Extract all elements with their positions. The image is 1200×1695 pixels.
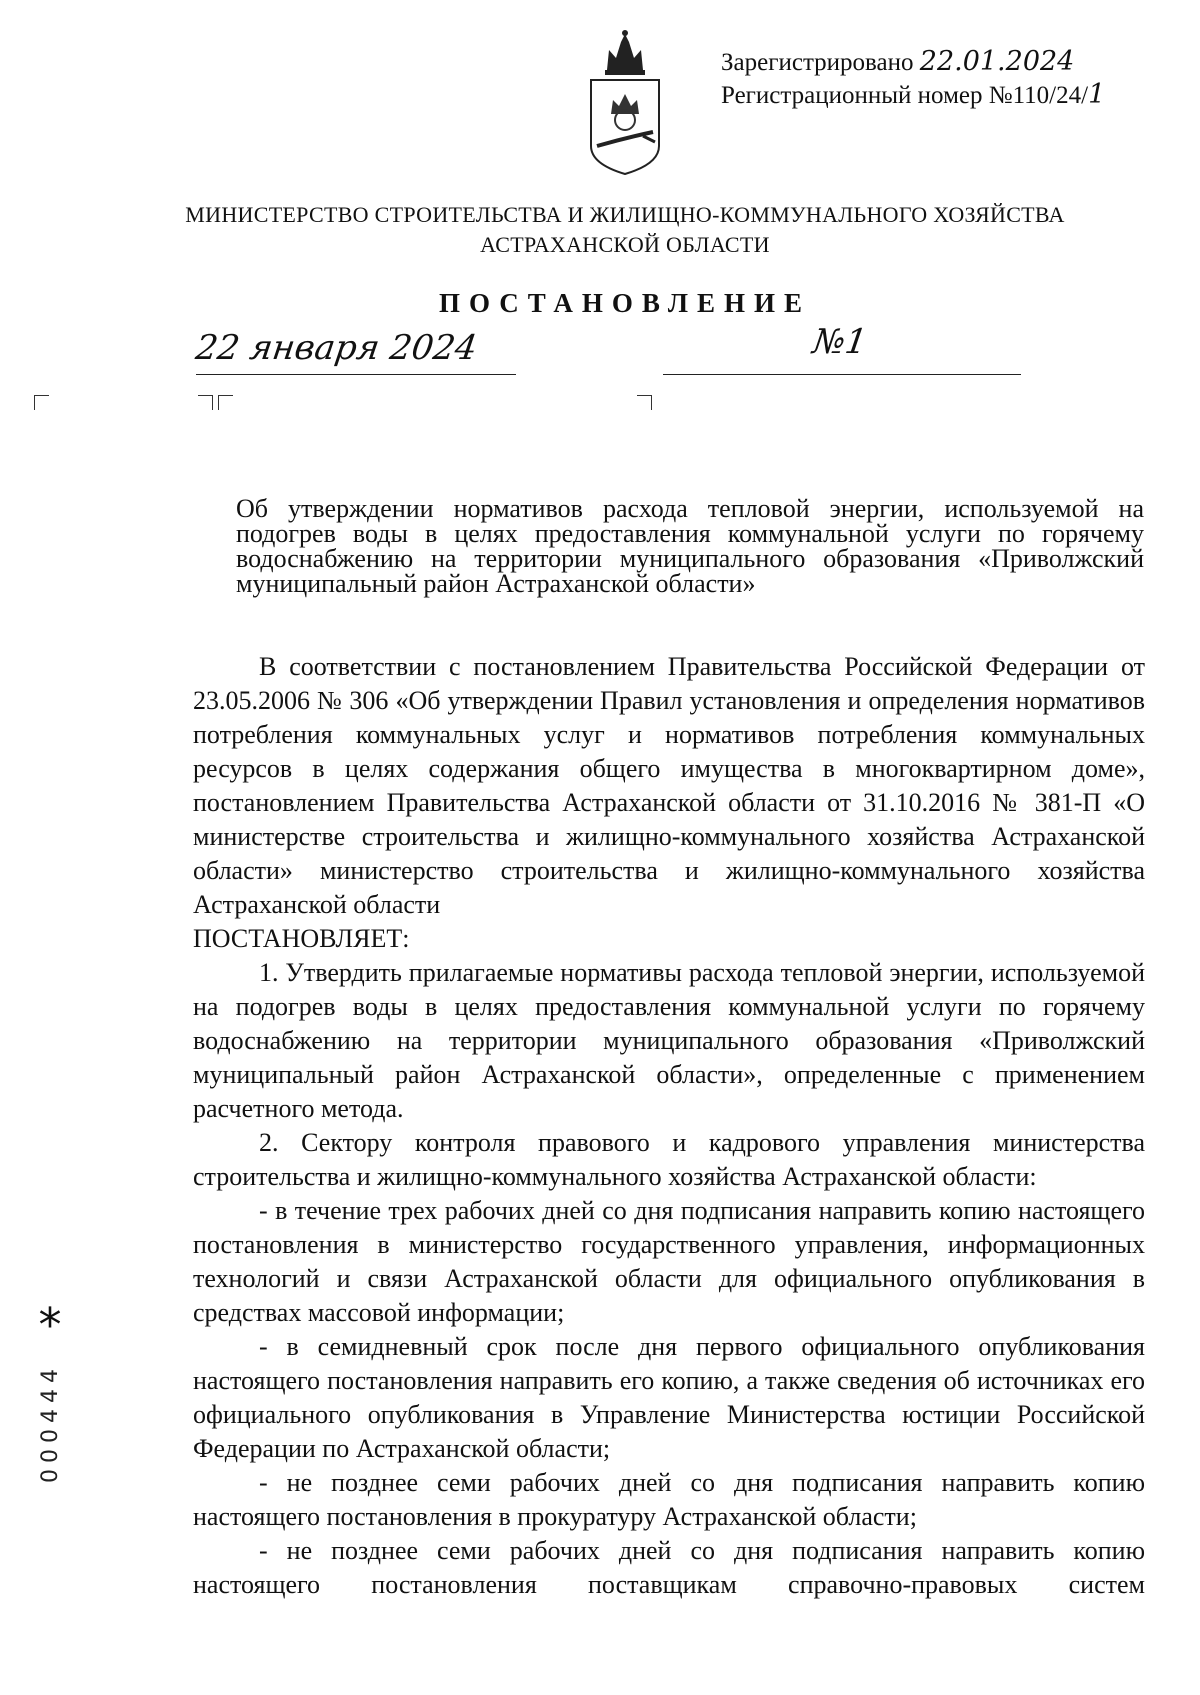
registration-number-label: Регистрационный номер №110/24/ [721,82,1089,109]
decree-subject: Об утверждении нормативов расхода тепловой энергии, используемой на подогрев воды в целях предоставления коммунальной услуги по горячему водоснабжению на территории муниципального образования «Приволжский муниципальный район Астраханской области» [236,494,1144,598]
decree-date-handwritten: 22 января 2024 [193,328,480,368]
ministry-name [150,200,1100,260]
decree-number-handwritten: №1 [810,322,870,362]
corner-mark-subject-left [198,395,213,410]
coat-of-arms-icon [585,28,665,178]
preamble-paragraph: В соответствии с постановлением Правительства Российской Федерации от 23.05.2006 № 306 «Об утверждении Правил установления и определения нормативов потребления коммунальных услуг и нормативов потребления коммунальных ресурсов в целях содержания общего имущества в многоквартирном доме», постановлением Правительства Астраханской области от 31.10.2016 № 381-П «О министерстве строительства и жилищно-коммунального хозяйства Астраханской области» министерство строительства и жилищно-коммунального хозяйства Астраханской области [193,652,1145,919]
decree-date-field [193,328,516,375]
corner-mark-top-left [34,395,49,410]
decree-body [193,650,1145,1602]
corner-mark-subject-end [637,395,652,410]
document-type-title: ПОСТАНОВЛЕНИЕ [438,288,812,318]
ministry-name-line1: МИНИСТЕРСТВО СТРОИТЕЛЬСТВА И ЖИЛИЩНО-КОММУНАЛЬНОГО ХОЗЯЙСТВА [185,202,1065,227]
item-2a-paragraph: - в течение трех рабочих дней со дня подписания направить копию настоящего постановления в министерство государственного управления, информационных технологий и связи Астраханской области для официального опубликования в средствах массовой информации; [193,1196,1145,1327]
item-2d-paragraph: - не позднее семи рабочих дней со дня подписания направить копию настоящего постановления поставщикам справочно-правовых систем [193,1536,1145,1599]
corner-mark-subject-start [218,395,233,410]
registered-date: 22.01.2024 [919,46,1075,77]
decree-number-field [663,322,1021,375]
item-2c-paragraph: - не позднее семи рабочих дней со дня подписания направить копию настоящего постановления в прокуратуру Астраханской области; [193,1468,1145,1531]
registration-number-suffix: 1 [1088,79,1106,110]
item-1-paragraph: 1. Утвердить прилагаемые нормативы расхода тепловой энергии, используемой на подогрев воды в целях предоставления коммунальной услуги по горячему водоснабжению на территории муниципального образования «Приволжский муниципальный район Астраханской области», определенные с применением расчетного метода. [193,958,1145,1123]
registration-stamp [721,46,1105,112]
item-2b-paragraph: - в семидневный срок после дня первого официального опубликования настоящего постановления направить его копию, а также сведения об источниках его официального опубликования в Управление Министерства юстиции Российской Федерации по Астраханской области; [193,1332,1145,1463]
ministry-name-line2: АСТРАХАНСКОЙ ОБЛАСТИ [480,232,770,257]
serial-number: 000444 [38,1363,63,1483]
registered-label: Зарегистрировано [721,49,914,76]
item-2-paragraph: 2. Сектору контроля правового и кадрового управления министерства строительства и жилищно-коммунального хозяйства Астраханской области: [193,1128,1145,1191]
resolves-heading: ПОСТАНОВЛЯЕТ: [193,924,410,953]
serial-side-mark [30,1298,70,1483]
asterisk-mark: * [38,1298,62,1352]
